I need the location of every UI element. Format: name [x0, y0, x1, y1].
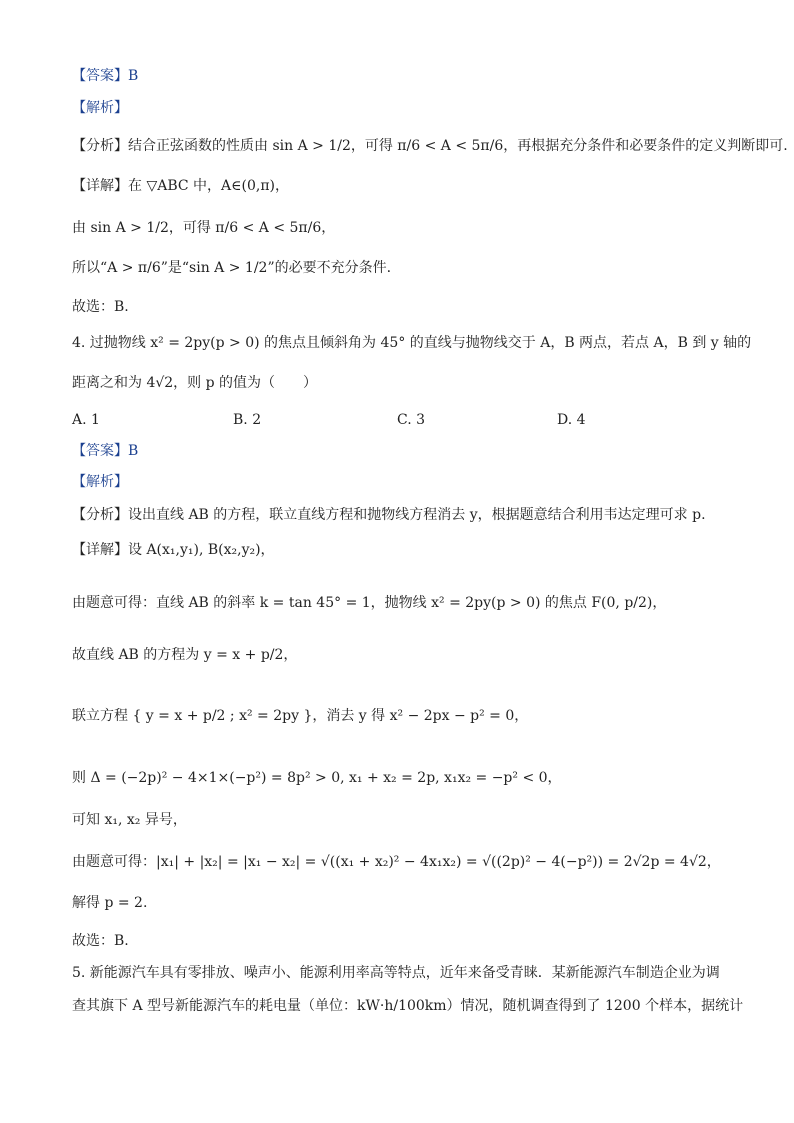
detail-text-1: 【详解】在 ▽ABC 中，A∈(0,π)，	[72, 178, 289, 194]
detail-step-6: 则 Δ = (−2p)² − 4×1×(−p²) = 8p² > 0, x₁ + x₂ = 2p, x₁x₂ = −p² < 0，	[72, 770, 562, 786]
detail-step-1: 由 sin A > 1/2，可得 π/6 < A < 5π/6，	[72, 220, 336, 236]
analysis-label-1: 【解析】	[72, 100, 128, 116]
detail-text-2: 【详解】设 A(x₁,y₁), B(x₂,y₂)，	[72, 542, 275, 558]
option-c: C. 3	[397, 412, 426, 428]
option-b: B. 2	[233, 412, 262, 428]
option-d: D. 4	[557, 412, 586, 428]
detail-step-4: 故直线 AB 的方程为 y = x + p/2，	[72, 647, 298, 663]
question-4-line-1: 4. 过抛物线 x² = 2py(p > 0) 的焦点且倾斜角为 45° 的直线与抛物线交于 A，B 两点，若点 A，B 到 y 轴的	[72, 335, 752, 351]
detail-step-8: 由题意可得：|x₁| + |x₂| = |x₁ − x₂| = √((x₁ + x₂)² − 4x₁x₂) = √((2p)² − 4(−p²)) = 2√2p = 4√2，	[72, 854, 721, 870]
answer-label-1: 【答案】B	[72, 68, 139, 84]
choice-result-1: 故选：B.	[72, 299, 129, 315]
detail-step-5: 联立方程 { y = x + p/2 ; x² = 2py }，消去 y 得 x² − 2px − p² = 0，	[72, 708, 529, 724]
question-4-line-2: 距离之和为 4√2，则 p 的值为（ ）	[72, 375, 318, 391]
detail-step-2: 所以“A > π/6”是“sin A > 1/2”的必要不充分条件.	[72, 260, 392, 276]
question-5-line-2: 查其旗下 A 型号新能源汽车的耗电量（单位：kW·h/100km）情况，随机调查得到了 1200 个样本，据统计	[72, 998, 744, 1014]
detail-step-9: 解得 p = 2.	[72, 895, 148, 911]
detail-step-3: 由题意可得：直线 AB 的斜率 k = tan 45° = 1，抛物线 x² = 2py(p > 0) 的焦点 F(0, p/2)，	[72, 595, 667, 611]
analysis-text-2: 【分析】设出直线 AB 的方程，联立直线方程和抛物线方程消去 y，根据题意结合利用韦达定理可求 p.	[72, 507, 706, 523]
option-a: A. 1	[72, 412, 100, 428]
choice-result-2: 故选：B.	[72, 933, 129, 949]
analysis-label-2: 【解析】	[72, 474, 128, 490]
question-5-line-1: 5. 新能源汽车具有零排放、噪声小、能源利用率高等特点，近年来备受青睐．某新能源汽车制造企业为调	[72, 965, 720, 981]
answer-label-2: 【答案】B	[72, 443, 139, 459]
detail-step-7: 可知 x₁, x₂ 异号，	[72, 812, 187, 828]
analysis-text-1: 【分析】结合正弦函数的性质由 sin A > 1/2，可得 π/6 < A < 5π/6，再根据充分条件和必要条件的定义判断即可.	[72, 138, 788, 154]
